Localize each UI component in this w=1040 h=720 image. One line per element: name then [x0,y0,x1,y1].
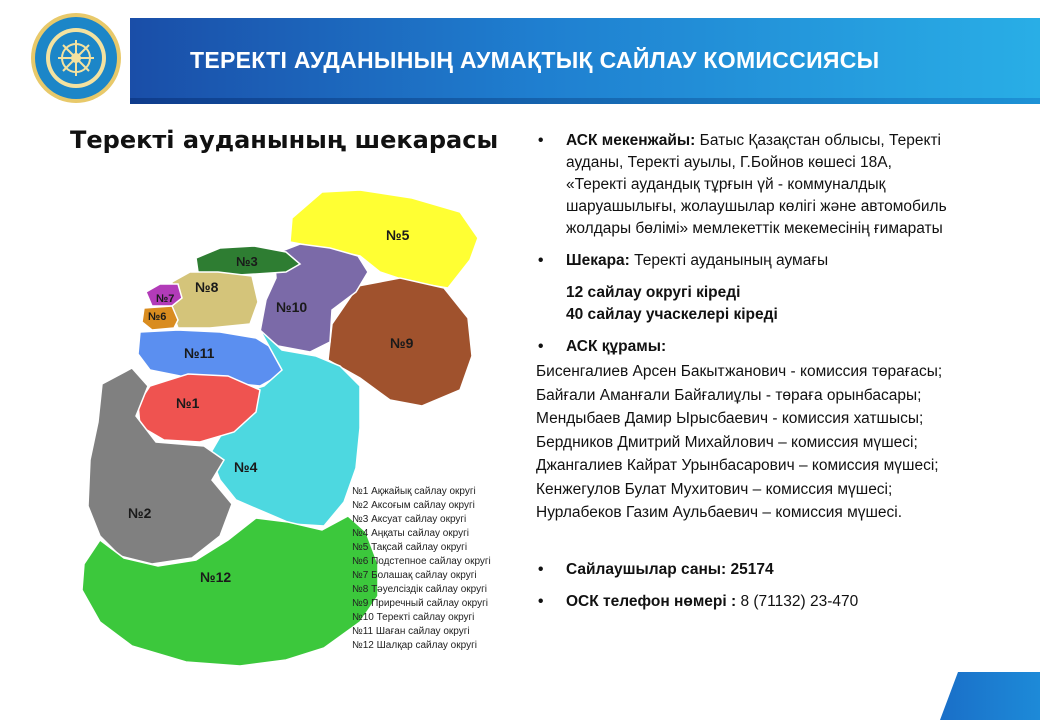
page-title: ТЕРЕКТІ АУДАНЫНЫҢ АУМАҚТЫҚ САЙЛАУ КОМИССИЯСЫ [190,47,880,73]
address-label: АСК мекенжайы: [566,132,696,149]
legend-item: №12 Шалқар сайлау округі [352,640,477,651]
legend-item: №1 Ақжайық сайлау округі [352,486,476,497]
address-line: «Теректі аудандық тұрғын үй - коммуналдық [566,176,886,193]
member-item: Бисенгалиев Арсен Бакытжанович - комиссия төрағасы; [536,363,943,380]
phone-block [536,591,1036,613]
precincts-text: 40 сайлау учаскелері кіреді [566,306,778,323]
districts-text: 12 сайлау округі кіреді [566,284,741,301]
bullet-icon: • [538,338,544,355]
region-label-8: №8 [195,279,219,295]
region-label-3: №3 [236,254,258,269]
legend-item: №5 Тақсай сайлау округі [352,542,468,553]
member-item: Кенжегулов Булат Мухитович – комиссия мүшесі; [536,480,893,498]
legend-item: №10 Теректі сайлау округі [352,612,475,623]
region-label-11: №11 [184,345,215,361]
address-block [536,130,1036,240]
legend-item: №9 Приречный сайлау округі [352,598,488,609]
bullet-icon: • [538,560,544,578]
bullet-icon: • [538,252,544,269]
region-label-2: №2 [128,505,152,521]
phone-label: ОСК телефон нөмері : [566,592,737,610]
voters-count: Сайлаушылар саны: 25174 [566,560,774,578]
voters-block [536,559,1036,581]
district-map [60,160,530,690]
region-label-10: №10 [276,299,308,315]
info-panel [536,130,1036,613]
address-line: жолдары бөлімі» мемлекеттік мекемесінің ғимараты [566,220,943,237]
border-text: Теректі ауданының аумағы [634,252,829,269]
region-label-12: №12 [200,569,232,585]
header-underline [130,98,1040,104]
address-line: шаруашылығы, жолаушылар көлігі және автомобиль [566,198,947,215]
legend-item: №7 Болашақ сайлау округі [352,570,477,581]
legend-item: №8 Тәуелсіздік сайлау округі [352,584,487,595]
map-title: Теректі ауданының шекарасы [70,126,499,154]
border-block [536,250,1036,272]
member-item: Джангалиев Кайрат Урынбасарович – комиссия мүшесі; [536,457,939,474]
region-label-5: №5 [386,227,410,243]
border-label: Шекара: [566,252,630,269]
member-item: Байғали Аманғали Байғалиұлы - төраға орынбасары; [536,386,922,404]
phone-value: 8 (71132) 23-470 [740,592,859,610]
legend-item: №3 Аксуат сайлау округі [352,514,467,525]
member-item: Мендыбаев Дамир Ырысбаевич - комиссия хатшысы; [536,410,924,427]
legend-item: №4 Аңқаты сайлау округі [352,528,469,539]
legend-item: №6 Подстепное сайлау округі [352,556,491,567]
members-label: АСК құрамы: [566,338,667,355]
members-header [536,336,1036,358]
region-label-4: №4 [234,459,258,475]
legend-item: №11 Шаған сайлау округі [352,626,470,637]
member-item: Нурлабеков Газим Аульбаевич – комиссия мүшесі. [536,504,903,521]
region-label-9: №9 [390,335,414,351]
legend-item: №2 Аксоғым сайлау округі [352,500,475,511]
region-label-6: №6 [148,311,167,323]
address-line: Батыс Қазақстан облысы, Теректі [699,132,941,149]
bullet-icon: • [538,592,544,610]
corner-decoration [940,672,1040,720]
member-item: Бердников Дмитрий Михайлович – комиссия мүшесі; [536,433,918,451]
address-line: ауданы, Теректі ауылы, Г.Бойнов көшесі 18А, [566,154,892,171]
region-label-1: №1 [176,395,200,411]
election-commission-emblem-icon [30,12,122,104]
region-label-7: №7 [156,293,175,305]
members-list [536,360,1036,525]
bullet-icon: • [538,132,544,149]
